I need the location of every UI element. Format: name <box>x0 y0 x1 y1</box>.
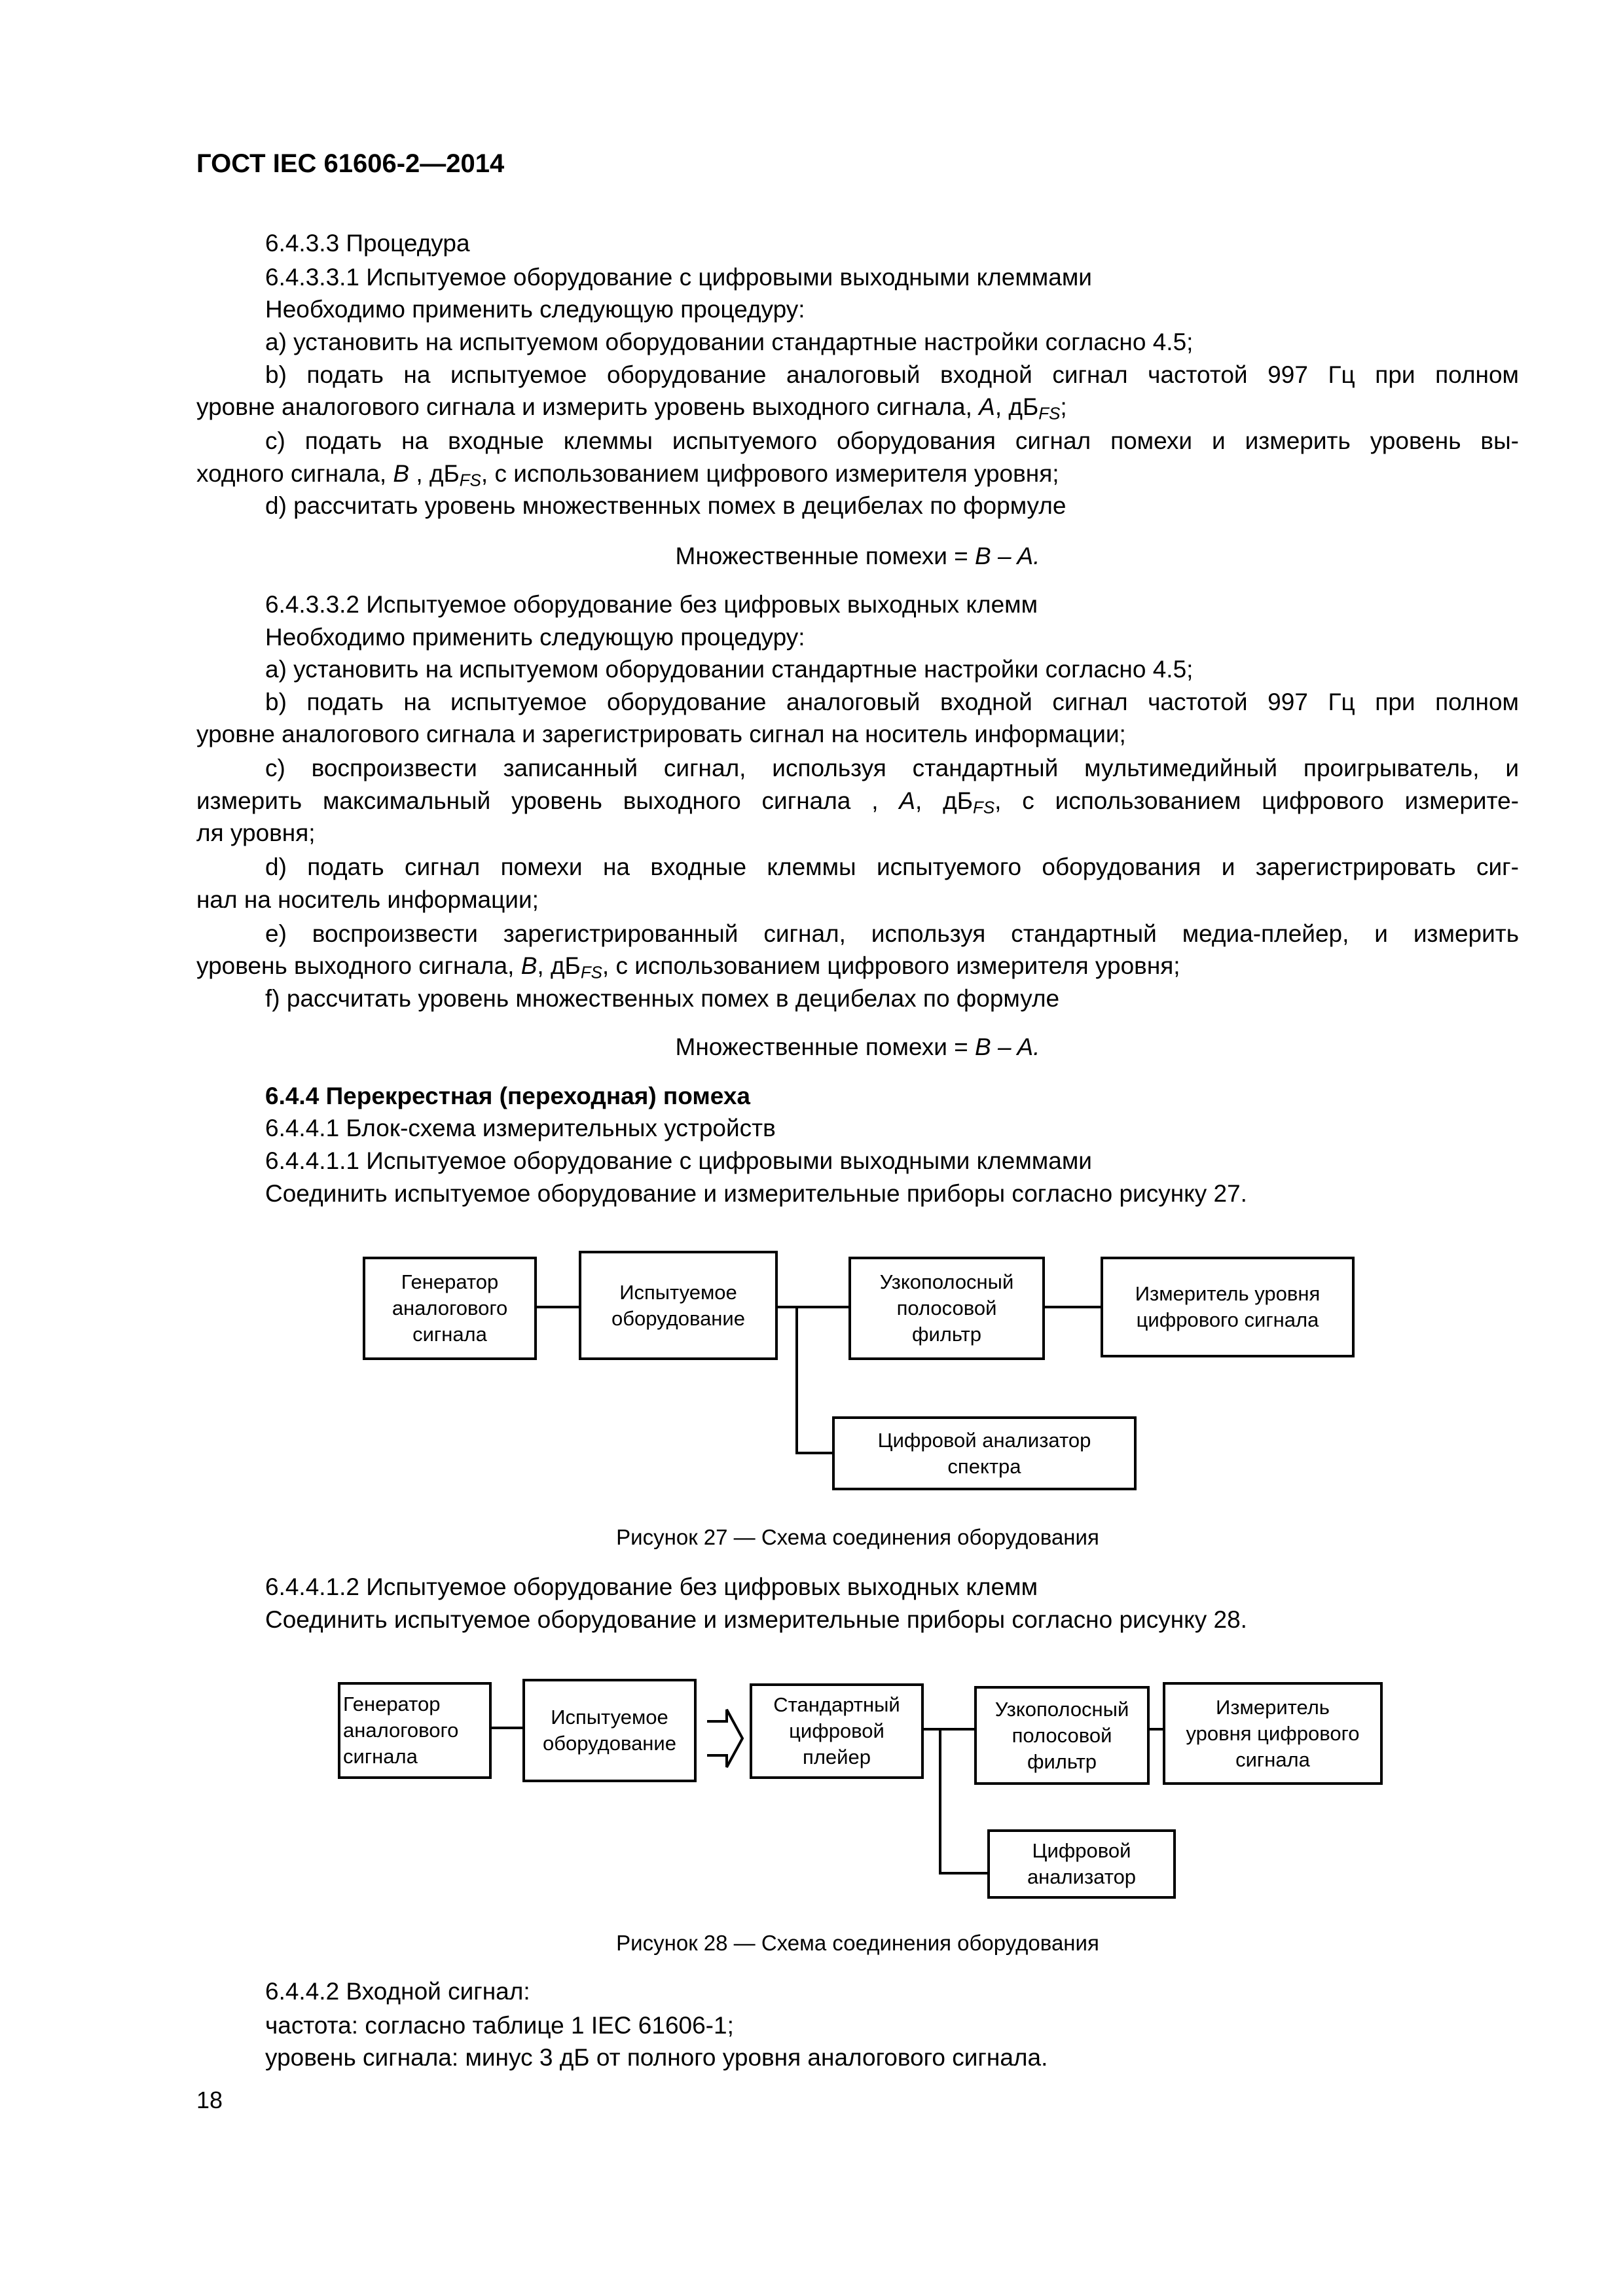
text-line <box>196 359 1519 391</box>
text-line <box>196 1145 1519 1177</box>
box-bandpass-filter: Узкополосный полосовой фильтр <box>848 1257 1045 1360</box>
text-line <box>196 918 1519 950</box>
box-analog-generator: Генератор аналогового сигнала <box>363 1257 537 1360</box>
box-analog-generator: Генератор аналогового сигнала <box>338 1682 492 1779</box>
text-line <box>196 1031 1519 1064</box>
text-line <box>196 1975 1519 2008</box>
connector-line <box>537 1306 579 1308</box>
box-digital-level-meter: Измеритель уровня цифрового сигнала <box>1101 1257 1355 1357</box>
text-segment: ля уровня; <box>196 819 316 846</box>
text-segment: b) подать на испытуемое оборудование аналоговый входной сигнал частотой 997 Гц при полном <box>265 361 1519 388</box>
connector-line <box>939 1728 941 1874</box>
box-bandpass-filter: Узкополосный полосовой фильтр <box>974 1686 1150 1785</box>
text-segment: c) подать на входные клеммы испытуемого оборудования сигнал помехи и измерить уровень вы- <box>265 427 1519 454</box>
text-segment: Соединить испытуемое оборудование и измерительные приборы согласно рисунку 27. <box>265 1180 1247 1207</box>
text-line <box>196 884 1519 916</box>
box-digital-level-meter: Измеритель уровня цифрового сигнала <box>1163 1682 1383 1785</box>
text-line <box>196 1604 1519 1636</box>
text-segment: , дБ <box>994 393 1039 420</box>
page-number: 18 <box>196 2087 223 2113</box>
text-segment: B <box>520 952 538 979</box>
box-device-under-test: Испытуемое оборудование <box>579 1251 778 1360</box>
text-segment: 6.4.3.3 Процедура <box>265 230 470 257</box>
text-line <box>196 1571 1519 1604</box>
text-segment: ходного сигнала, <box>196 460 393 487</box>
connector-line <box>795 1306 798 1454</box>
text-line <box>196 457 1519 490</box>
text-line <box>196 391 1519 423</box>
figure-27-caption: Рисунок 27 — Схема соединения оборудования <box>616 1525 1099 1549</box>
text-line <box>196 261 1519 294</box>
arrow-icon <box>706 1708 745 1768</box>
text-segment: , с использованием цифрового измерите- <box>994 787 1519 814</box>
text-segment: A <box>899 787 916 814</box>
subscript: FS <box>973 798 995 817</box>
text-line <box>196 326 1519 359</box>
text-segment: b) подать на испытуемое оборудование аналоговый входной сигнал частотой 997 Гц при полном <box>265 689 1519 715</box>
text-segment: d) подать сигнал помехи на входные клеммы испытуемого оборудования и зарегистрировать сиг- <box>265 853 1519 880</box>
text-line <box>196 1080 1519 1113</box>
text-line <box>196 653 1519 686</box>
text-line <box>196 817 1519 850</box>
text-segment: A <box>979 393 995 420</box>
text-segment: a) установить на испытуемом оборудовании стандартные настройки согласно 4.5; <box>265 656 1194 683</box>
text-line <box>196 950 1519 982</box>
connector-line <box>924 1728 974 1731</box>
document-header: ГОСТ IEC 61606-2—2014 <box>196 149 505 178</box>
text-line <box>196 293 1519 326</box>
subscript: FS <box>580 963 602 982</box>
connector-line <box>492 1727 522 1729</box>
text-line <box>196 621 1519 654</box>
box-device-under-test: Испытуемое оборудование <box>522 1679 697 1782</box>
text-line <box>196 1112 1519 1145</box>
box-digital-player: Стандартный цифровой плейер <box>750 1683 924 1779</box>
text-line <box>196 540 1519 573</box>
figure-28-caption: Рисунок 28 — Схема соединения оборудования <box>616 1931 1099 1955</box>
connector-line <box>778 1306 848 1308</box>
text-line <box>196 851 1519 884</box>
connector-line <box>795 1452 833 1454</box>
text-segment: уровне аналогового сигнала и измерить уровень выходного сигнала, <box>196 393 979 420</box>
text-segment: f) рассчитать уровень множественных помех в децибелах по формуле <box>265 985 1060 1012</box>
text-segment: измерить максимальный уровень выходного сигнала , <box>196 787 900 814</box>
text-segment: a) установить на испытуемом оборудовании стандартные настройки согласно 4.5; <box>265 329 1194 355</box>
text-line <box>196 752 1519 785</box>
text-line <box>196 982 1519 1015</box>
text-segment: e) воспроизвести зарегистрированный сигнал, используя стандартный медиа-плейер, и измерить <box>265 920 1519 947</box>
text-segment: ; <box>1060 393 1067 420</box>
text-segment: 6.4.3.3.1 Испытуемое оборудование с цифровыми выходными клеммами <box>265 264 1092 291</box>
text-line <box>196 718 1519 751</box>
text-segment: 6.4.4.1 Блок-схема измерительных устройств <box>265 1115 776 1141</box>
text-segment: уровень выходного сигнала, <box>196 952 521 979</box>
text-segment: , дБ <box>537 952 581 979</box>
text-line <box>196 490 1519 522</box>
text-segment: 6.4.4.1.2 Испытуемое оборудование без цифровых выходных клемм <box>265 1573 1038 1600</box>
text-segment: , с использованием цифрового измерителя уровня; <box>481 460 1059 487</box>
text-segment: 6.4.4.2 Входной сигнал: <box>265 1978 530 2005</box>
text-line <box>196 785 1519 817</box>
text-line <box>196 686 1519 719</box>
text-segment: нал на носитель информации; <box>196 886 539 913</box>
connector-line <box>939 1872 989 1874</box>
box-spectrum-analyzer: Цифровой анализатор спектра <box>832 1416 1137 1490</box>
text-segment: 6.4.4 Перекрестная (переходная) помеха <box>265 1083 751 1109</box>
connector-line <box>1150 1728 1163 1731</box>
text-segment: уровне аналогового сигнала и зарегистрировать сигнал на носитель информации; <box>196 721 1126 747</box>
text-segment: Необходимо применить следующую процедуру: <box>265 296 805 323</box>
text-segment: , с использованием цифрового измерителя уровня; <box>602 952 1180 979</box>
text-line <box>196 425 1519 457</box>
text-segment: уровень сигнала: минус 3 дБ от полного уровня аналогового сигнала. <box>265 2044 1048 2071</box>
text-line <box>196 2041 1519 2074</box>
connector-line <box>1045 1306 1101 1308</box>
text-segment: c) воспроизвести записанный сигнал, используя стандартный мультимедийный проигрыватель, и <box>265 755 1519 781</box>
text-segment: B <box>393 460 410 487</box>
text-line <box>196 588 1519 621</box>
text-segment: частота: согласно таблице 1 IEC 61606-1; <box>265 2012 734 2039</box>
text-segment: B – A. <box>975 1033 1040 1060</box>
text-segment: , дБ <box>409 460 460 487</box>
text-line <box>196 1177 1519 1210</box>
text-line <box>196 227 1519 260</box>
text-line <box>196 2009 1519 2042</box>
text-segment: , дБ <box>915 787 974 814</box>
subscript: FS <box>1038 404 1061 423</box>
text-segment: Множественные помехи = <box>675 543 976 569</box>
subscript: FS <box>459 471 481 490</box>
box-digital-analyzer: Цифровой анализатор <box>987 1829 1176 1899</box>
text-segment: Множественные помехи = <box>675 1033 976 1060</box>
text-segment: 6.4.4.1.1 Испытуемое оборудование с цифровыми выходными клеммами <box>265 1147 1092 1174</box>
text-segment: B – A. <box>975 543 1040 569</box>
text-segment: Необходимо применить следующую процедуру: <box>265 624 805 651</box>
text-segment: Соединить испытуемое оборудование и измерительные приборы согласно рисунку 28. <box>265 1606 1247 1633</box>
text-segment: d) рассчитать уровень множественных помех в децибелах по формуле <box>265 492 1067 519</box>
text-segment: 6.4.3.3.2 Испытуемое оборудование без цифровых выходных клемм <box>265 591 1038 618</box>
